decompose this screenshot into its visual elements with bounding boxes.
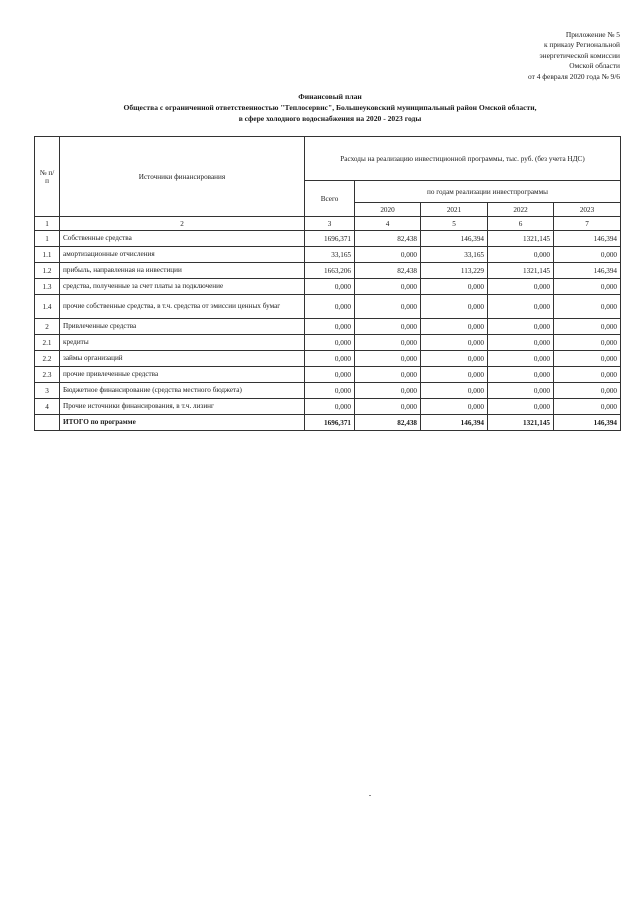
row-value-2023: 0,000: [554, 319, 621, 335]
row-value-2023: 0,000: [554, 279, 621, 295]
header-year: 2020: [355, 203, 421, 217]
row-label: прочие собственные средства, в т.ч. средства от эмиссии ценных бумаг: [60, 295, 305, 319]
scan-speck: [369, 795, 371, 796]
appendix-line: Омской области: [569, 61, 620, 71]
row-value-2023: 0,000: [554, 335, 621, 351]
row-total: 0,000: [305, 319, 355, 335]
row-num: 1.2: [35, 263, 60, 279]
header-year: 2021: [421, 203, 488, 217]
appendix-line: энергетической комиссии: [539, 50, 620, 60]
column-number: 1: [35, 217, 60, 231]
header-num: № п/п: [35, 137, 60, 217]
row-label: Собственные средства: [60, 231, 305, 247]
table-row: [35, 295, 621, 319]
row-value-2023: 0,000: [554, 399, 621, 415]
row-value-2020: 0,000: [355, 367, 421, 383]
row-value-2021: 0,000: [421, 295, 488, 319]
row-num: 2.3: [35, 367, 60, 383]
row-value-2022: 1321,145: [488, 231, 554, 247]
total-label: ИТОГО по программе: [60, 415, 305, 431]
row-value-2020: 0,000: [355, 351, 421, 367]
total-value-2023: 146,394: [554, 415, 621, 431]
row-value-2022: 0,000: [488, 335, 554, 351]
row-value-2020: 0,000: [355, 247, 421, 263]
row-total: 0,000: [305, 279, 355, 295]
appendix-line: к приказу Региональной: [543, 40, 620, 50]
table-row: [35, 335, 621, 351]
column-number: 3: [305, 217, 355, 231]
total-value-2022: 1321,145: [488, 415, 554, 431]
row-value-2020: 82,438: [355, 263, 421, 279]
row-label: амортизационные отчисления: [60, 247, 305, 263]
row-value-2021: 0,000: [421, 399, 488, 415]
row-num: 2: [35, 319, 60, 335]
row-total: 0,000: [305, 351, 355, 367]
row-value-2021: 146,394: [421, 231, 488, 247]
row-value-2023: 0,000: [554, 383, 621, 399]
row-value-2023: 0,000: [554, 247, 621, 263]
row-num: 1: [35, 231, 60, 247]
row-value-2022: 0,000: [488, 279, 554, 295]
column-number: 5: [421, 217, 488, 231]
row-value-2021: 0,000: [421, 383, 488, 399]
column-number: 6: [488, 217, 554, 231]
title-line: Общества с ограниченной ответственностью "Теплосервис", Большеуковский муниципальный район Омской области,: [123, 102, 537, 112]
header-year: 2023: [554, 203, 621, 217]
column-number: 2: [60, 217, 305, 231]
row-total: 0,000: [305, 367, 355, 383]
row-num: 2.2: [35, 351, 60, 367]
row-value-2023: 146,394: [554, 263, 621, 279]
row-label: прочие привлеченные средства: [60, 367, 305, 383]
appendix-line: Приложение № 5: [565, 30, 620, 39]
total-value-2020: 82,438: [355, 415, 421, 431]
table-row: [35, 351, 621, 367]
row-total: 1663,206: [305, 263, 355, 279]
title-line: в сфере холодного водоснабжения на 2020 - 2023 годы: [238, 113, 422, 123]
row-value-2023: 0,000: [554, 295, 621, 319]
row-value-2020: 0,000: [355, 279, 421, 295]
header-source: Источники финансирования: [60, 137, 305, 217]
row-value-2020: 0,000: [355, 319, 421, 335]
row-label: кредиты: [60, 335, 305, 351]
row-value-2022: 0,000: [488, 319, 554, 335]
row-value-2022: 0,000: [488, 295, 554, 319]
row-value-2022: 0,000: [488, 399, 554, 415]
row-value-2020: 82,438: [355, 231, 421, 247]
row-total: 1696,371: [305, 231, 355, 247]
row-total: 0,000: [305, 399, 355, 415]
row-num: 2.1: [35, 335, 60, 351]
total-row: [35, 415, 621, 431]
row-value-2020: 0,000: [355, 399, 421, 415]
appendix-line: от 4 февраля 2020 года № 9/6: [528, 71, 620, 81]
row-value-2020: 0,000: [355, 383, 421, 399]
row-total: 0,000: [305, 295, 355, 319]
row-num: 1.1: [35, 247, 60, 263]
row-label: средства, полученные за счет платы за подключение: [60, 279, 305, 295]
row-label: займы организаций: [60, 351, 305, 367]
table-row: [35, 263, 621, 279]
row-label: Прочие источники финансирования, в т.ч. лизинг: [60, 399, 305, 415]
column-numbers-row: [35, 217, 621, 231]
column-number: 7: [554, 217, 621, 231]
row-num: 4: [35, 399, 60, 415]
row-value-2022: 0,000: [488, 383, 554, 399]
row-value-2021: 0,000: [421, 335, 488, 351]
table-row: [35, 383, 621, 399]
row-value-2021: 0,000: [421, 351, 488, 367]
row-value-2023: 0,000: [554, 367, 621, 383]
row-value-2022: 0,000: [488, 367, 554, 383]
row-value-2022: 0,000: [488, 351, 554, 367]
row-total: 0,000: [305, 383, 355, 399]
total-sum: 1696,371: [305, 415, 355, 431]
row-value-2022: 1321,145: [488, 263, 554, 279]
row-num: 1.4: [35, 295, 60, 319]
row-value-2020: 0,000: [355, 295, 421, 319]
header-expenses: Расходы на реализацию инвестиционной программы, тыс. руб. (без учета НДС): [305, 137, 621, 181]
table-row: [35, 367, 621, 383]
row-num: [35, 415, 60, 431]
row-value-2020: 0,000: [355, 335, 421, 351]
row-value-2021: 0,000: [421, 367, 488, 383]
row-value-2022: 0,000: [488, 247, 554, 263]
table-row: [35, 247, 621, 263]
column-number: 4: [355, 217, 421, 231]
row-label: Привлеченные средства: [60, 319, 305, 335]
row-value-2021: 0,000: [421, 319, 488, 335]
header-row: [35, 137, 621, 181]
row-value-2021: 0,000: [421, 279, 488, 295]
header-total: Всего: [305, 181, 355, 217]
row-label: прибыль, направленная на инвестиции: [60, 263, 305, 279]
row-value-2023: 0,000: [554, 351, 621, 367]
table-row: [35, 231, 621, 247]
row-total: 0,000: [305, 335, 355, 351]
total-value-2021: 146,394: [421, 415, 488, 431]
row-num: 1.3: [35, 279, 60, 295]
table-row: [35, 399, 621, 415]
row-total: 33,165: [305, 247, 355, 263]
title-line: Финансовый план: [298, 92, 362, 101]
header-by-years: по годам реализации инвестпрограммы: [355, 181, 621, 203]
row-value-2021: 33,165: [421, 247, 488, 263]
financial-plan-table: [34, 136, 621, 431]
table-row: [35, 279, 621, 295]
row-num: 3: [35, 383, 60, 399]
document-title: [40, 92, 620, 124]
row-label: Бюджетное финансирование (средства местного бюджета): [60, 383, 305, 399]
header-year: 2022: [488, 203, 554, 217]
row-value-2021: 113,229: [421, 263, 488, 279]
row-value-2023: 146,394: [554, 231, 621, 247]
table-row: [35, 319, 621, 335]
appendix-block: [400, 30, 620, 82]
